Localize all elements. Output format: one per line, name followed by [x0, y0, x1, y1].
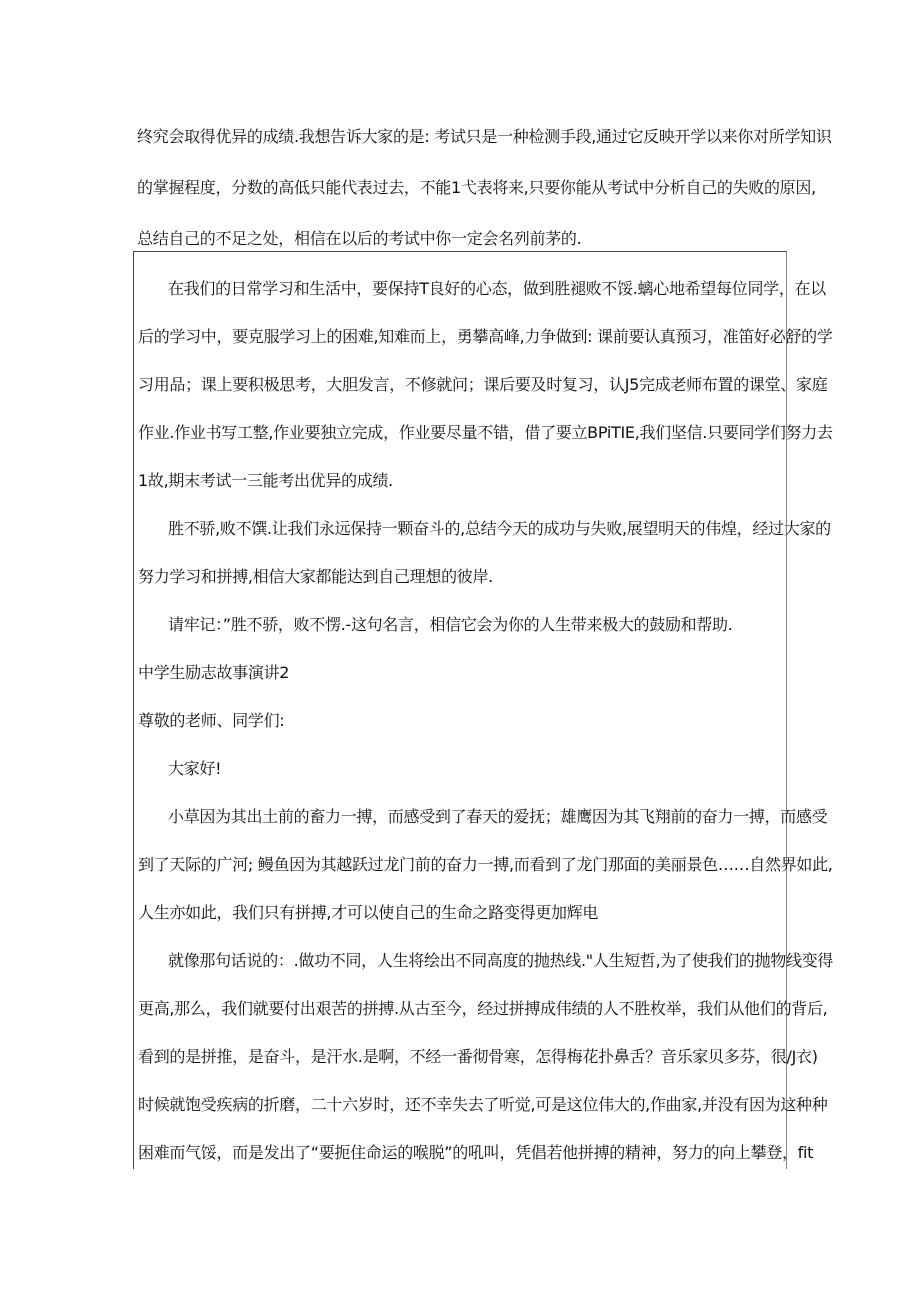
text-line: 大家好! [168, 759, 222, 778]
text-line: 更高,那么，我们就要付出艰苦的拼搏.从古至今，经过拼搏成伟绩的人不胜枚举，我们从他们的背后, [138, 999, 828, 1018]
text-line: 请牢记：”胜不骄，败不愣.-这句名言，相信它会为你的人生带来极大的鼓励和帮助. [168, 615, 733, 634]
text-line: 在我们的日常学习和生活中，要保持T良好的心态，做到胜褪败不馁.螭心地希望每位同学，在以 [168, 279, 826, 298]
text-line: 尊敬的老师、同学们: [138, 711, 285, 730]
text-line: 小草因为其出土前的畜力一搏，而感受到了春天的爱抚；雄鹰因为其飞翔前的奋力一搏，而感受 [168, 807, 828, 826]
text-line: 1故,期末考试一三能考出优异的成绩. [138, 471, 393, 490]
text-line: 到了天际的广河; 鳗鱼因为其越跃过龙门前的奋力一搏,而看到了龙门那面的美丽景色……自然界如此, [138, 855, 833, 874]
section-heading: 中学生励志故事演讲2 [138, 663, 290, 682]
text-line: 的掌握程度，分数的高低只能代表过去，不能1弋表将来,只要你能从考试中分析自己的失败的原因, [137, 178, 816, 197]
text-line: 总结自己的不足之处，相信在以后的考试中你一定会名列前茅的. [137, 229, 582, 248]
text-line: 作业.作业书写工整,作业要独立完成，作业要尽量不错，借了要立BPiTIE,我们坚信.只要同学们努力去 [138, 423, 833, 442]
text-line: 看到的是拼推，是奋斗，是汗水.是啊，不经一番彻骨寒，怎得梅花扑鼻舌？音乐家贝多芬，很/J衣) [138, 1047, 818, 1066]
bordered-text-frame [133, 251, 834, 1169]
text-line: 时候就饱受疾病的折磨，二十六岁时，还不幸失去了听觉,可是这位伟大的,作曲家,并没有因为这种种 [138, 1095, 828, 1114]
frame-content [138, 265, 834, 1177]
text-line: 后的学习中，要克服学习上的困难,知难而上，勇攀高峰,力争做到: 课前要认真预习，准笛好必舒的学 [138, 327, 833, 346]
text-line: 终究会取得优异的成绩.我想告诉大家的是: 考试只是一种检测手段,通过它反映开学以来你对所学知识 [137, 127, 832, 146]
text-line: 就像那句话说的：.做功不同，人生将绘出不同高度的抛热线."人生短哲,为了使我们的抛物线变得 [168, 951, 834, 970]
text-line: 人生亦如此，我们只有拼搏,才可以使自己的生命之路变得更加辉电 [138, 903, 599, 922]
text-line: 胜不骄,败不馔.让我们永远保持一颗奋斗的,总结今天的成功与失败,展望明天的伟煌，经过大家的 [168, 519, 831, 538]
text-line: 努力学习和拼搏,相信大家都能达到自己理想的彼岸. [138, 567, 493, 586]
top-paragraph [137, 111, 832, 264]
text-line: 困难而气馁，而是发出了“要扼住命运的喉脱”的吼叫，凭倡若他拼搏的精神，努力的向上攀登，fit [138, 1143, 814, 1162]
text-line: 习用品；课上要积极思考，大胆发言，不修就问；课后要及时复习，认J5完成老师布置的课堂、家庭 [138, 375, 828, 394]
